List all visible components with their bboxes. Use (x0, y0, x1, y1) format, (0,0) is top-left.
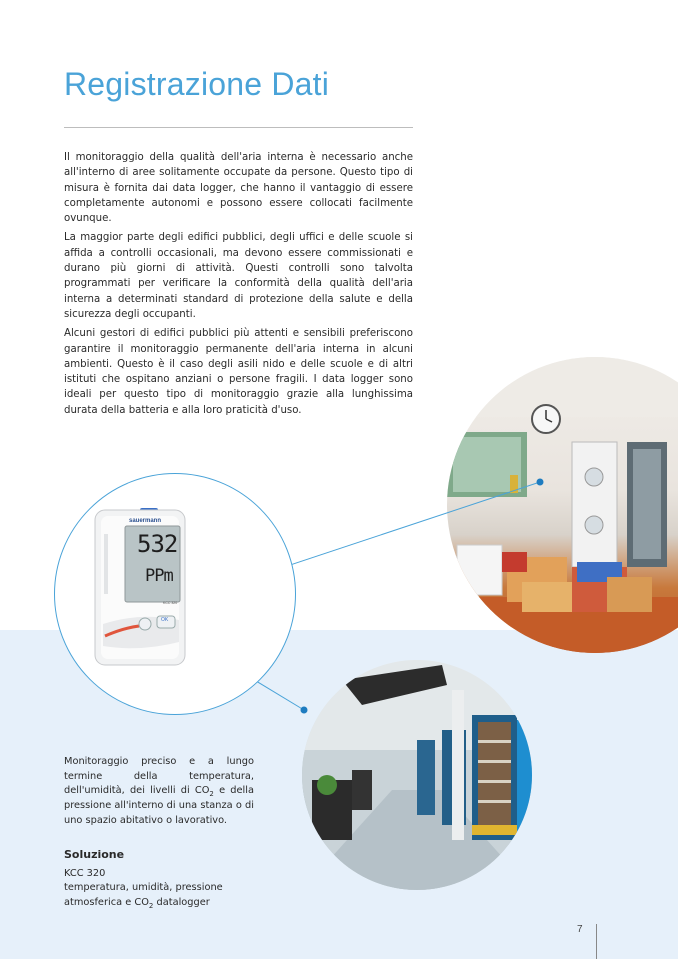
page-number-rule (596, 924, 597, 959)
page-title: Registrazione Dati (64, 66, 330, 102)
device-reading: 532 (137, 530, 178, 558)
solution-title: Soluzione (64, 848, 125, 861)
solution-block (64, 848, 264, 910)
caption-text-a: Monitoraggio preciso e a lungo termine della temperatura, dell'umidità, dei livelli di CO (64, 756, 254, 797)
datalogger-device (55, 474, 296, 715)
solution-description (64, 881, 264, 910)
device-caption (64, 755, 254, 829)
device-model-label: KCC 320 (163, 601, 178, 605)
solution-desc-a: temperatura, umidità, pressione atmosferica e CO (64, 882, 223, 908)
device-unit: PPm (145, 566, 173, 586)
page-number: 7 (577, 924, 583, 935)
solution-product: KCC 320 (64, 867, 106, 879)
device-brand: sauermann (129, 518, 162, 524)
device-callout-circle (54, 473, 296, 715)
paragraph-2: La maggior parte degli edifici pubblici, degli uffici e delle scuole si affida a controlli occasionali, ma devono essere commissionati e durano più giorni di attività. Questi controlli sono talvolta programmati per verificare la conformità della qualità dell'aria interna a determinati standard di protezione della salute e della sicurezza degli occupanti. (64, 232, 413, 320)
caption-text-b: e della pressione all'interno di una stanza o di uno spazio abitativo o lavorativo. (64, 785, 254, 826)
device-ok-button: OK (161, 617, 169, 623)
paragraph-3: Alcuni gestori di edifici pubblici più attenti e sensibili preferiscono garantire il monitoraggio permanente dell'aria interna in alcuni ambienti. Questo è il caso degli asili nido e delle scuole e di altri istituti che ospitano anziani o persone fragili. I data logger sono ideali per questo tipo di monitoraggio grazie alla lunghissima durata della batteria e alla loro praticità d'uso. (64, 328, 413, 416)
paragraph-1: Il monitoraggio della qualità dell'aria interna è necessario anche all'interno di aree solitamente occupate da persone. Questo tipo di misura è fornita dai data logger, che hanno il vantaggio di essere completamente autonomi e possono essere collocati facilmente ovunque. (64, 152, 413, 225)
solution-co2-subscript: 2 (148, 901, 154, 910)
caption-co2-subscript: 2 (209, 790, 214, 799)
solution-desc-b: datalogger (153, 896, 210, 908)
